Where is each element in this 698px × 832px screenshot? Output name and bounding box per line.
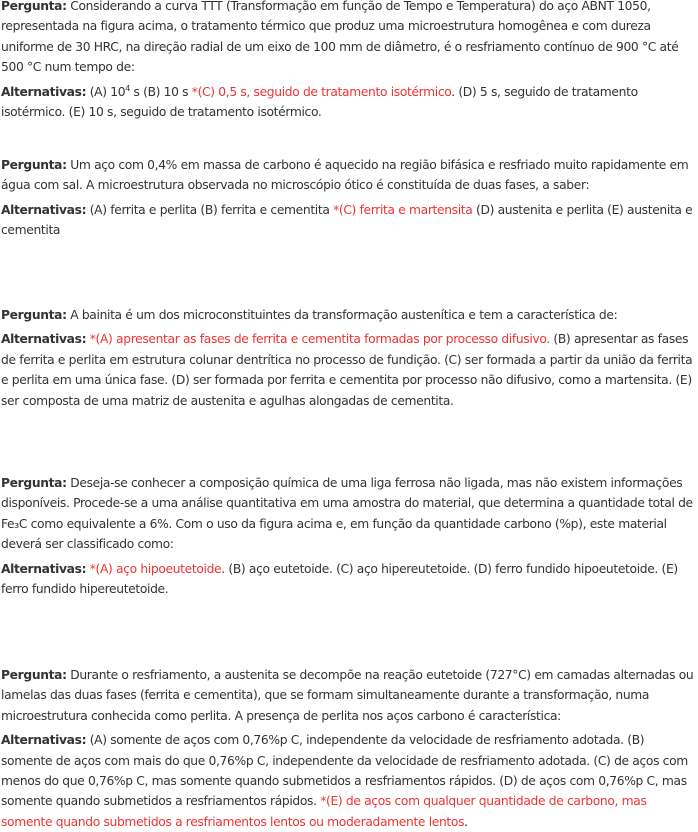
question-block-4 [1,473,697,599]
question-3 [1,305,697,325]
question-text: A bainita é um dos microconstituintes da transformação austenítica e tem a característica de: [70,308,618,322]
question-1 [1,0,697,78]
question-5 [1,665,697,726]
correct-answer: *(C) ferrita e martensita [333,202,473,217]
question-label: Pergunta: [1,308,67,322]
alternatives-1 [1,82,697,123]
alternatives-text-mid: s (B) 10 s [129,84,192,99]
alternatives-label: Alternativas: [1,202,87,217]
alternatives-label: Alternativas: [1,561,87,576]
question-label: Pergunta: [1,158,67,172]
alternatives-5 [1,730,697,832]
question-text: Durante o resfriamento, a austenita se decompõe na reação eutetoide (727°C) em camadas alternadas ou lamelas das duas fases (ferrita e cementita), que se formam simultaneamente durante a transformação, numa microestrutura conhecida como perlita. A presença de perlita nos aços carbono é característica: [1,668,694,723]
question-block-5 [1,665,697,832]
question-block-3 [1,305,697,411]
alternatives-text-after: (D) austenita e perlita (E) austenita e cementita [1,202,693,238]
alternatives-label: Alternativas: [1,332,87,347]
question-text: Um aço com 0,4% em massa de carbono é aquecido na região bifásica e resfriado muito rapidamente em água com sal. A microestrutura observada no microscópio ótico é constituída de duas fases, a saber: [1,158,689,193]
alternatives-2 [1,200,697,241]
alternatives-label: Alternativas: [1,733,87,748]
correct-answer: *(C) 0,5 s, seguido de tratamento isotérmico [191,84,452,99]
alternatives-text-after: . (B) aço eutetoide. (C) aço hipereutetoide. (D) ferro fundido hipoeutetoide. (E) ferro fundido hipereutetoide. [1,561,678,597]
alternatives-4 [1,559,697,600]
alternatives-text-after: (B) apresentar as fases de ferrita e perlita em estrutura colunar dentrítica no processo de fundição. (C) ser formada a partir da união da ferrita e perlita em uma única fase. (D) ser formada por ferrita e cementita por processo não difusivo, como a martensita. (E) ser composta de uma matriz de austenita e agulhas alongadas de cementita. [1,332,693,408]
question-label: Pergunta: [1,476,67,490]
question-text: Considerando a curva TTT (Transformação em função de Tempo e Temperatura) do aço ABNT 1050, representada na figura acima, o tratamento térmico que produz uma microestrutura homogênea e com dureza uniforme de 30 HRC, na direção radial de um eixo de 100 mm de diâmetro, é o resfriamento contínuo de 900 °C até 500 °C num tempo de: [1,0,679,75]
alternatives-3 [1,329,697,411]
question-4 [1,473,697,555]
correct-answer: *(A) apresentar as fases de ferrita e cementita formadas por processo difusivo. [89,332,550,347]
alternatives-text-before: (A) somente de aços com 0,76%p C, independente da velocidade de resfriamento adotada. (B) somente de aços com mais do que 0,76%p C, independente da velocidade de resfriamento adotada. (C) de aços com menos do que 0,76%p C, mas somente quando submetidos a resfriamentos rápidos. (D) de aços com 0,76%p C, mas somente quando submetidos a resfriamentos rápidos. [1,733,688,809]
question-label: Pergunta: [1,0,67,13]
alternatives-text-after: . [464,814,468,829]
question-label: Pergunta: [1,668,67,682]
correct-answer: *(E) de aços com qualquer quantidade de carbono, mas somente quando submetidos a resfriamentos lentos ou moderadamente lentos [1,794,647,829]
alternatives-text-before: (A) ferrita e perlita (B) ferrita e cementita [89,202,334,217]
question-block-2 [1,155,697,241]
correct-answer: *(A) aço hipoeutetoide [89,561,222,576]
alternatives-text-before: (A) 10 [89,84,126,99]
question-block-1 [1,0,697,122]
question-text: Deseja-se conhecer a composição química de uma liga ferrosa não ligada, mas não existem informações disponíveis. Procede-se a uma análise quantitativa em uma amostra do material, que determina a quantidade total de Fe₃C como equivalente a 6%. Com o uso da figura acima e, em função da quantidade carbono (%p), este material deverá ser classificado como: [1,476,693,552]
alternatives-text-after: . (D) 5 s, seguido de tratamento isotérmico. (E) 10 s, seguido de tratamento isotérmico. [1,84,638,120]
exponent: 4 [125,83,130,93]
question-2 [1,155,697,196]
alternatives-label: Alternativas: [1,84,87,99]
